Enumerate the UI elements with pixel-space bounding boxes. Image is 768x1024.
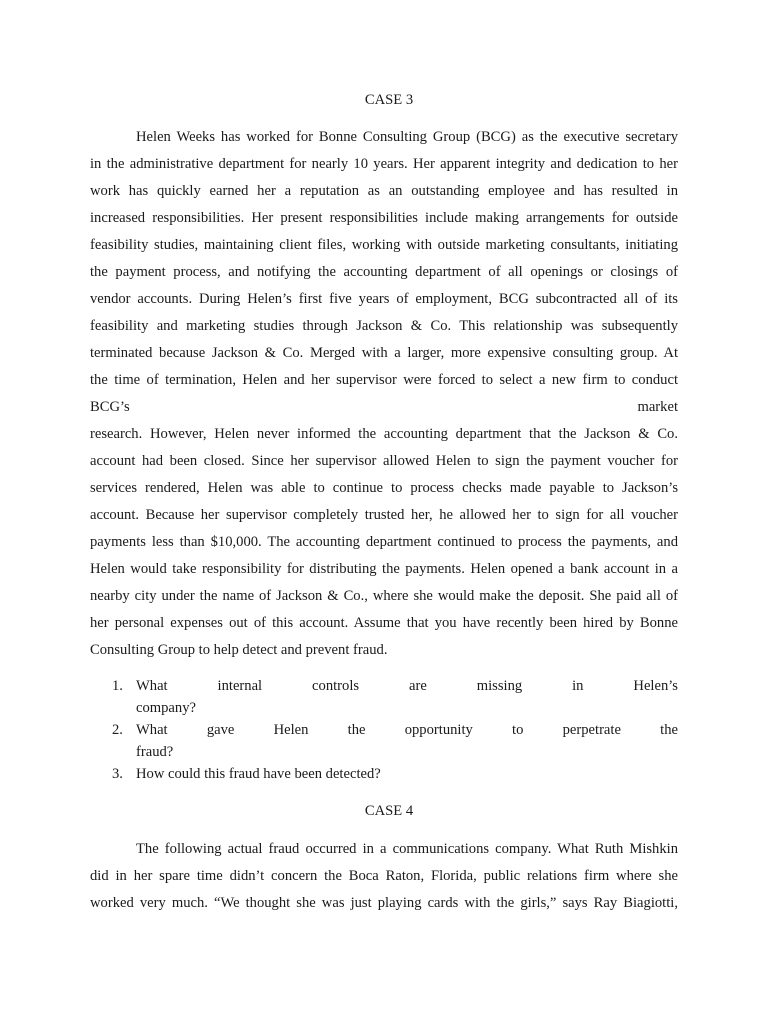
paragraph-line: increased responsibilities. Her present responsibilities include making arrangements for outside [90,210,678,226]
case3-paragraph [90,124,678,664]
list-item [90,763,678,785]
list-item-line: What gave Helen the opportunity to perpetrate the [136,722,678,738]
paragraph-line: the time of termination, Helen and her supervisor were forced to select a new firm to conduct [90,372,678,388]
paragraph-line: Helen Weeks has worked for Bonne Consulting Group (BCG) as the executive secretary [136,129,678,145]
paragraph-line: Helen would take responsibility for distributing the payments. Helen opened a bank account in a [90,561,678,577]
case4-heading: CASE 4 [364,803,414,819]
paragraph-line: Consulting Group to help detect and prevent fraud. [90,642,388,658]
list-item-line: fraud? [136,744,174,760]
paragraph-line: the payment process, and notifying the accounting department of all openings or closings of [90,264,678,280]
paragraph-line: feasibility and marketing studies through Jackson & Co. This relationship was subsequently [90,318,678,334]
paragraph-line: account had been closed. Since her supervisor allowed Helen to sign the payment voucher for [90,453,678,469]
paragraph-line: did in her spare time didn’t concern the Boca Raton, Florida, public relations firm where she [90,868,678,884]
paragraph-line: services rendered, Helen was able to continue to process checks made payable to Jackson’s [90,480,678,496]
paragraph-line: payments less than $10,000. The accounting department continued to process the payments, and [90,534,678,550]
paragraph-line: account. Because her supervisor completely trusted her, he allowed her to sign for all voucher [90,507,678,523]
paragraph-line: vendor accounts. During Helen’s first five years of employment, BCG subcontracted all of its [90,291,678,307]
paragraph-line: research. However, Helen never informed the accounting department that the Jackson & Co. [90,426,678,442]
case3-question-list [90,675,678,785]
list-item [90,719,678,763]
list-item-line: What internal controls are missing in Helen’s [136,678,678,694]
paragraph-line: in the administrative department for nearly 10 years. Her apparent integrity and dedication to her [90,156,678,172]
paragraph-line: work has quickly earned her a reputation as an outstanding employee and has resulted in [90,183,678,199]
paragraph-line: BCG’s market [90,399,678,415]
list-number: 2. [112,722,123,738]
list-item [90,675,678,719]
list-item-line: company? [136,700,196,716]
list-item-line: How could this fraud have been detected? [136,766,381,782]
paragraph-line: worked very much. “We thought she was just playing cards with the girls,” says Ray Biagiotti, [90,895,678,911]
case3-heading: CASE 3 [364,92,414,108]
paragraph-line: feasibility studies, maintaining client files, working with outside marketing consultants, initiating [90,237,678,253]
list-number: 3. [112,766,123,782]
paragraph-line: her personal expenses out of this account. Assume that you have recently been hired by Bonne [90,615,678,631]
list-number: 1. [112,678,123,694]
paragraph-line: The following actual fraud occurred in a communications company. What Ruth Mishkin [136,841,678,857]
case4-paragraph [90,836,678,917]
paragraph-line: nearby city under the name of Jackson & Co., where she would make the deposit. She paid all of [90,588,678,604]
paragraph-line: terminated because Jackson & Co. Merged with a larger, more expensive consulting group. At [90,345,678,361]
